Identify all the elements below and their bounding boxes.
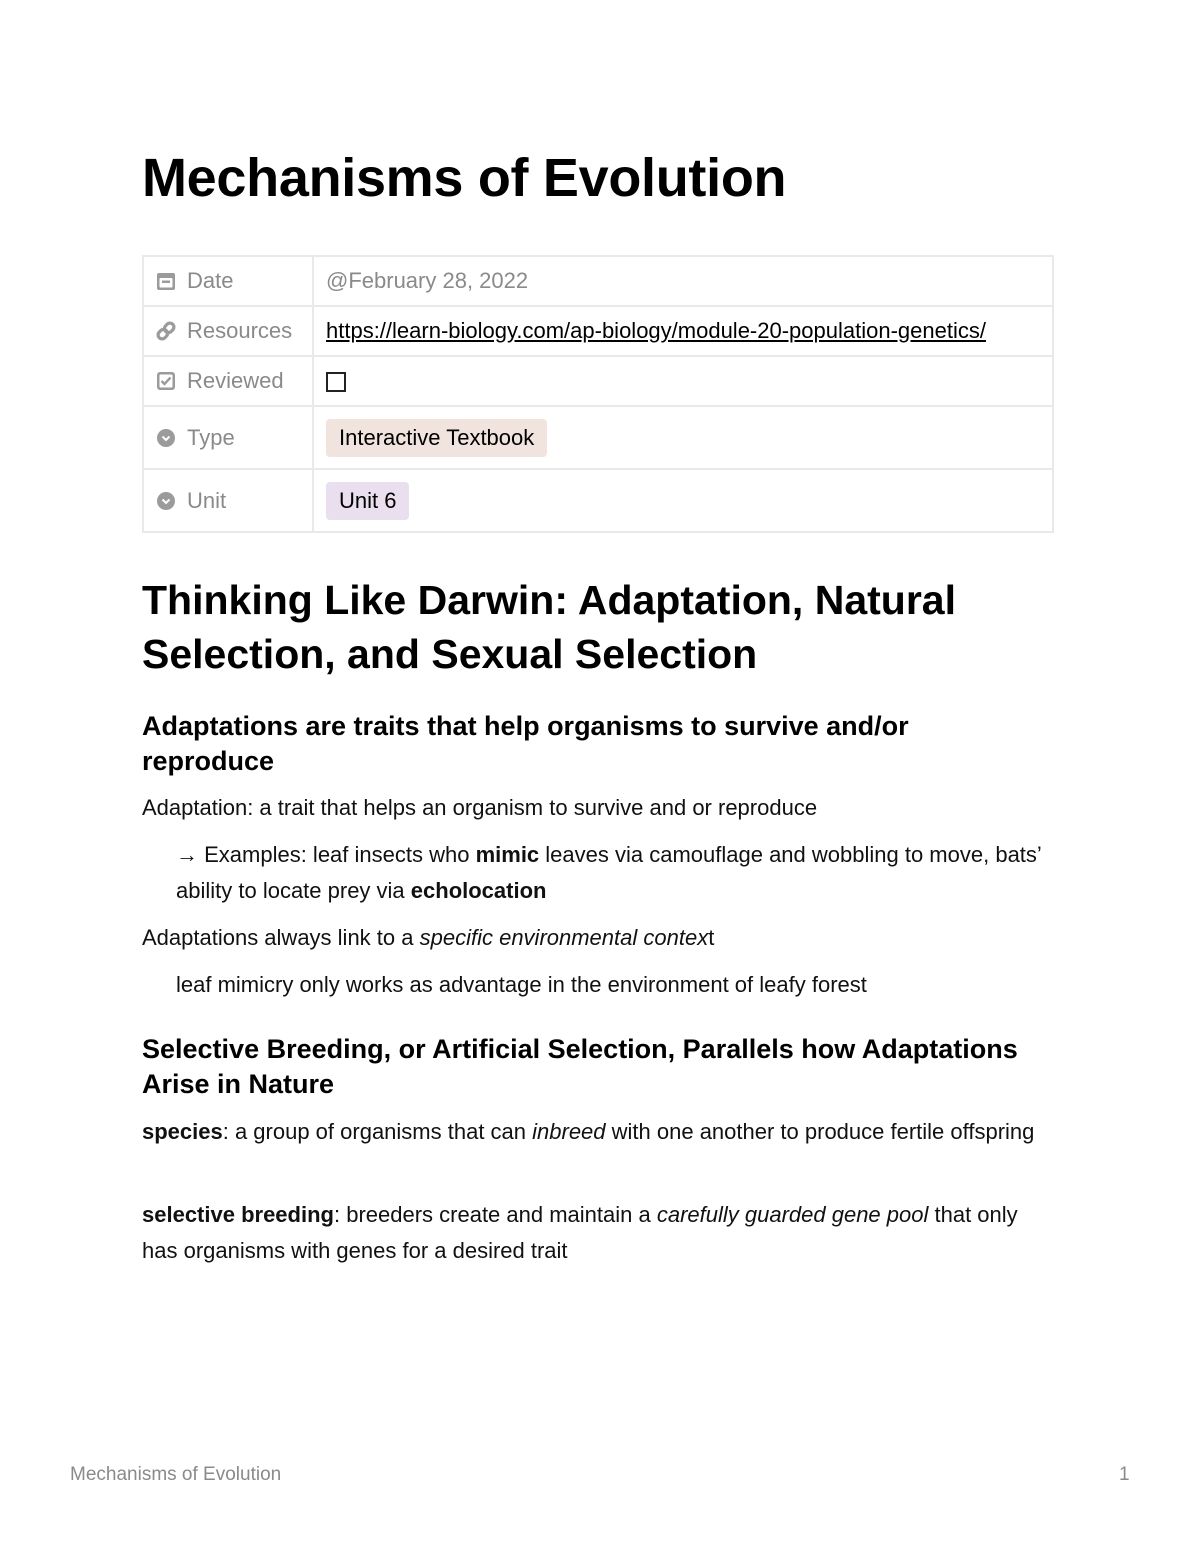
paragraph-species-definition: species: a group of organisms that can inbreed with one another to produce fertile offspring (142, 1119, 1035, 1144)
calendar-icon (155, 270, 177, 292)
paragraph-examples: → Examples: leaf insects who mimic leaves via camouflage and wobbling to move, bats’ ability to locate prey via echolocation (176, 842, 1041, 903)
link-icon (155, 320, 177, 342)
properties-table (142, 255, 1054, 533)
type-tag[interactable]: Interactive Textbook (326, 419, 547, 457)
section-heading: Thinking Like Darwin: Adaptation, Natural Selection, and Sexual Selection (142, 577, 956, 677)
subheading-adaptations: Adaptations are traits that help organisms to survive and/or reproduce (142, 711, 909, 776)
checkbox-icon (155, 370, 177, 392)
unit-label: Unit (187, 487, 227, 513)
date-value[interactable]: @February 28, 2022 (326, 268, 529, 293)
resources-link[interactable]: https://learn-biology.com/ap-biology/module-20-population-genetics/ (326, 318, 986, 343)
select-icon (155, 490, 177, 512)
unit-tag[interactable]: Unit 6 (326, 482, 409, 520)
property-row-date (143, 256, 1053, 306)
select-icon (155, 427, 177, 449)
footer-page-number: 1 (1119, 1464, 1130, 1485)
reviewed-checkbox[interactable] (326, 372, 346, 392)
page-title: Mechanisms of Evolution (142, 148, 787, 208)
property-row-unit (143, 469, 1053, 532)
paragraph-adaptation-definition: Adaptation: a trait that helps an organism to survive and or reproduce (142, 795, 818, 820)
date-label: Date (187, 268, 234, 293)
paragraph-environmental-context: Adaptations always link to a specific environmental context (142, 925, 715, 950)
subheading-selective-breeding: Selective Breeding, or Artificial Selection, Parallels how Adaptations Arise in Nature (142, 1034, 1018, 1099)
property-row-reviewed (143, 356, 1053, 406)
property-row-resources (143, 306, 1053, 356)
paragraph-selective-breeding-definition: selective breeding: breeders create and maintain a carefully guarded gene pool that only has organisms with genes for a desired trait (142, 1202, 1018, 1263)
footer-title: Mechanisms of Evolution (70, 1464, 282, 1485)
type-label: Type (187, 424, 235, 450)
reviewed-label: Reviewed (187, 368, 284, 393)
paragraph-leaf-mimicry: leaf mimicry only works as advantage in the environment of leafy forest (176, 972, 867, 997)
property-row-type (143, 406, 1053, 469)
resources-label: Resources (187, 318, 293, 343)
